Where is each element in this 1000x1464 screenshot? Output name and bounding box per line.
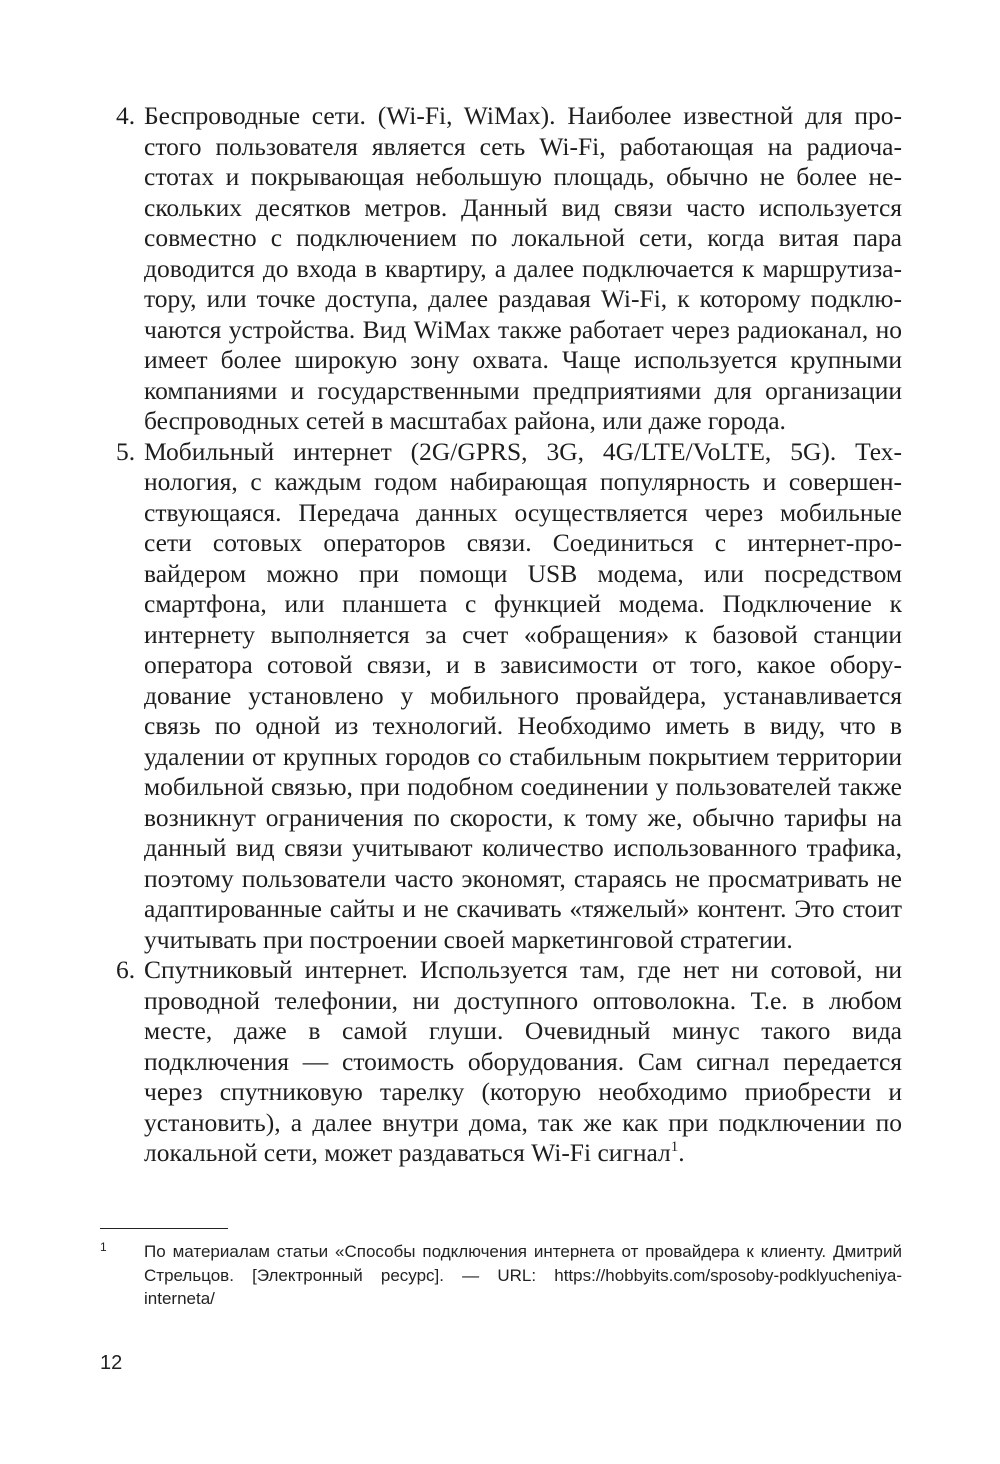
list-item-number: 5.: [116, 436, 136, 466]
list-item: [100, 955, 902, 1169]
list-item-text: Мобильный интернет (2G/GPRS, 3G, 4G/LTE/VoLTE, 5G). Технология, с каждым годом набирающая популярность и совершенствующаяся. Передача данных осуществляется через мобильные сети сотовых операторов связи. Соединиться с интернет-провайдером можно при помощи USB модема, или посредством смартфона, или планшета с функцией модема. Подключение к интернету выполняется за счет «обращения» к базовой станции оператора сотовой связи, и в зависимости от того, какое оборудование установлено у мобильного провайдера, устанавливается связь по одной из технологий. Необходимо иметь в виду, что в удалении от крупных городов со стабильным покрытием территории мобильной связью, при подобном соединении у пользователей также возникнут ограничения по скорости, к тому же, обычно тарифы на данный вид связи учитывают количество использованного трафика, поэтому пользователи часто экономят, стараясь не просматривать не адаптированные сайты и не скачивать «тяжелый» контент. Это стоит учитывать при построении своей маркетинговой стратегии.: [144, 436, 902, 954]
footnote-separator: [100, 1228, 228, 1229]
footnote-mark: 1: [100, 1240, 107, 1254]
list-item: [100, 101, 902, 437]
list-item-text-trailing: .: [678, 1138, 685, 1167]
list-item-text-body: Спутниковый интернет. Используется там, где нет ни сотовой, ни проводной телефонии, ни доступного оптоволокна. Т.е. в любом месте, даже в самой глуши. Очевидный минус такого вида подключения — стоимость оборудования. Сам сигнал передается через спутниковую тарелку (которую необходимо приобрести и установить), а далее внутри дома, так же как при подключении по локальной сети, может раздаваться Wi-Fi сигнал: [144, 955, 902, 1167]
footnote-reference[interactable]: 1: [670, 1139, 679, 1155]
list-item-number: 6.: [116, 955, 136, 984]
page-number: 12: [100, 1352, 123, 1374]
footnote: [100, 1240, 902, 1311]
numbered-list: [100, 101, 902, 1169]
list-item: [100, 437, 902, 956]
list-item-text: Беспроводные сети. (Wi-Fi, WiMax). Наиболее известной для простого пользователя является сеть Wi-Fi, работающая на радиочастотах и покрывающая небольшую площадь, обычно не более нескольких десятков метров. Данный вид связи часто используется совместно с подключением по локальной сети, когда витая пара доводится до входа в квартиру, а далее подключается к маршрутизатору, или точке доступа, далее раздавая Wi-Fi, к которому подключаются устройства. Вид WiMax также работает через радиоканал, но имеет более широкую зону охвата. Чаще используется крупными компаниями и государственными предприятиями для организации беспроводных сетей в масштабах района, или даже города.: [144, 101, 902, 435]
list-item-text: [144, 955, 902, 1169]
list-item-number: 4.: [116, 101, 136, 130]
footnote-text: По материалам статьи «Способы подключения интернета от провайдера к клиенту. Дмитрий Стрельцов. [Электронный ресурс]. — URL: https://hobbyits.com/sposoby-podklyucheniya-interneta/: [144, 1242, 902, 1308]
